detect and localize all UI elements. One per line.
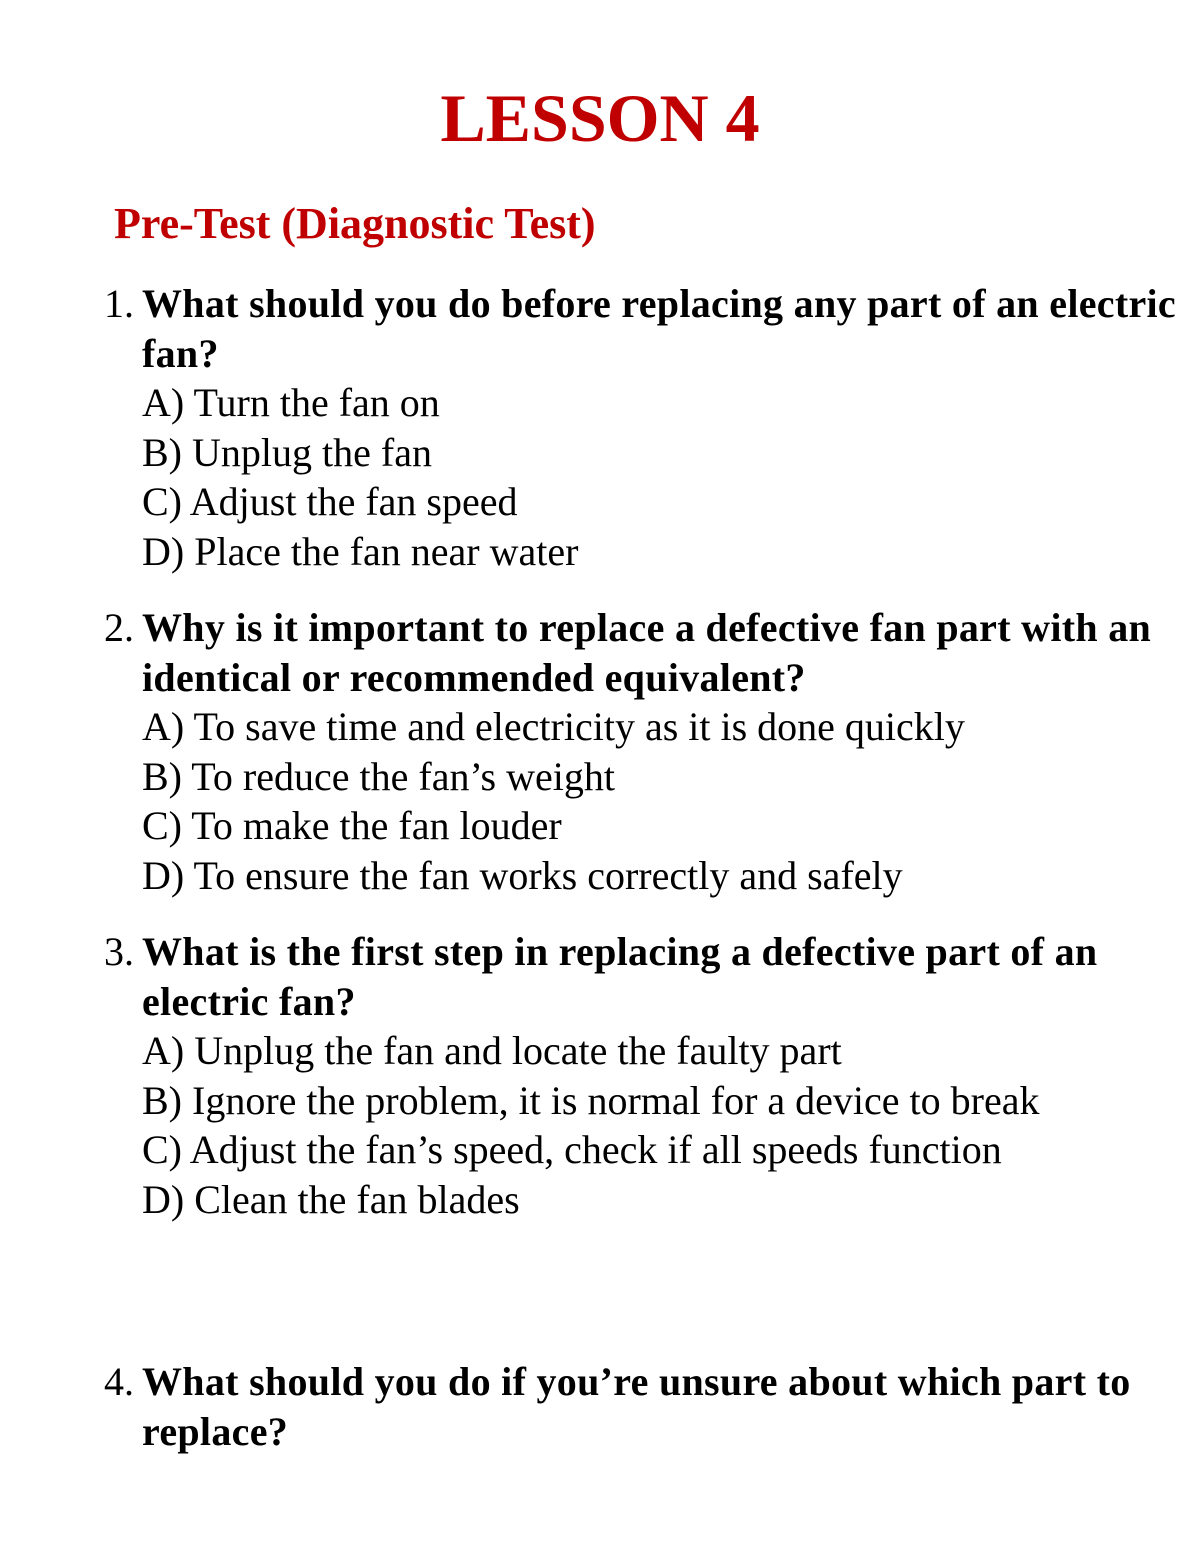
question-1-option-d: D) Place the fan near water [142,528,579,574]
section-title: Pre-Test (Diagnostic Test) [114,199,596,248]
question-1 [104,279,1194,576]
question-3-option-a: A) Unplug the fan and locate the faulty part [142,1028,842,1073]
question-2-number: 2. [104,605,134,650]
question-1-stem [104,279,1194,378]
question-3-number: 3. [104,929,134,974]
question-2-option-d: D) To ensure the fan works correctly and safely [142,852,903,898]
question-2-option-b: B) To reduce the fan’s weight [142,753,615,799]
question-4-number: 4. [104,1359,134,1404]
question-1-options [142,378,1194,576]
question-2-options [142,702,1194,900]
question-2-option-a: A) To save time and electricity as it is done quickly [142,704,965,749]
question-3-option-d: D) Clean the fan blades [142,1176,520,1222]
question-4 [104,1357,1194,1456]
question-2 [104,603,1194,900]
question-2-option-c: C) To make the fan louder [142,803,562,848]
question-1-option-b: B) Unplug the fan [142,429,432,475]
question-3-option-c: C) Adjust the fan’s speed, check if all speeds function [142,1127,1002,1172]
question-3-options [142,1026,1194,1224]
question-1-option-a: A) Turn the fan on [142,380,440,425]
question-1-number: 1. [104,281,134,326]
question-1-option-c: C) Adjust the fan speed [142,479,518,524]
question-1-text: What should you do before replacing any part of an electric fan? [142,281,1176,376]
question-3 [104,927,1194,1224]
question-2-stem [104,603,1194,702]
question-4-text: What should you do if you’re unsure about which part to replace? [142,1359,1131,1454]
question-3-stem [104,927,1194,1026]
question-2-text: Why is it important to replace a defective fan part with an identical or recommended equivalent? [142,605,1152,700]
question-3-option-b: B) Ignore the problem, it is normal for a device to break [142,1077,1040,1123]
question-4-stem [104,1357,1194,1456]
question-3-text: What is the first step in replacing a defective part of an electric fan? [142,929,1098,1024]
lesson-title: LESSON 4 [440,80,760,156]
